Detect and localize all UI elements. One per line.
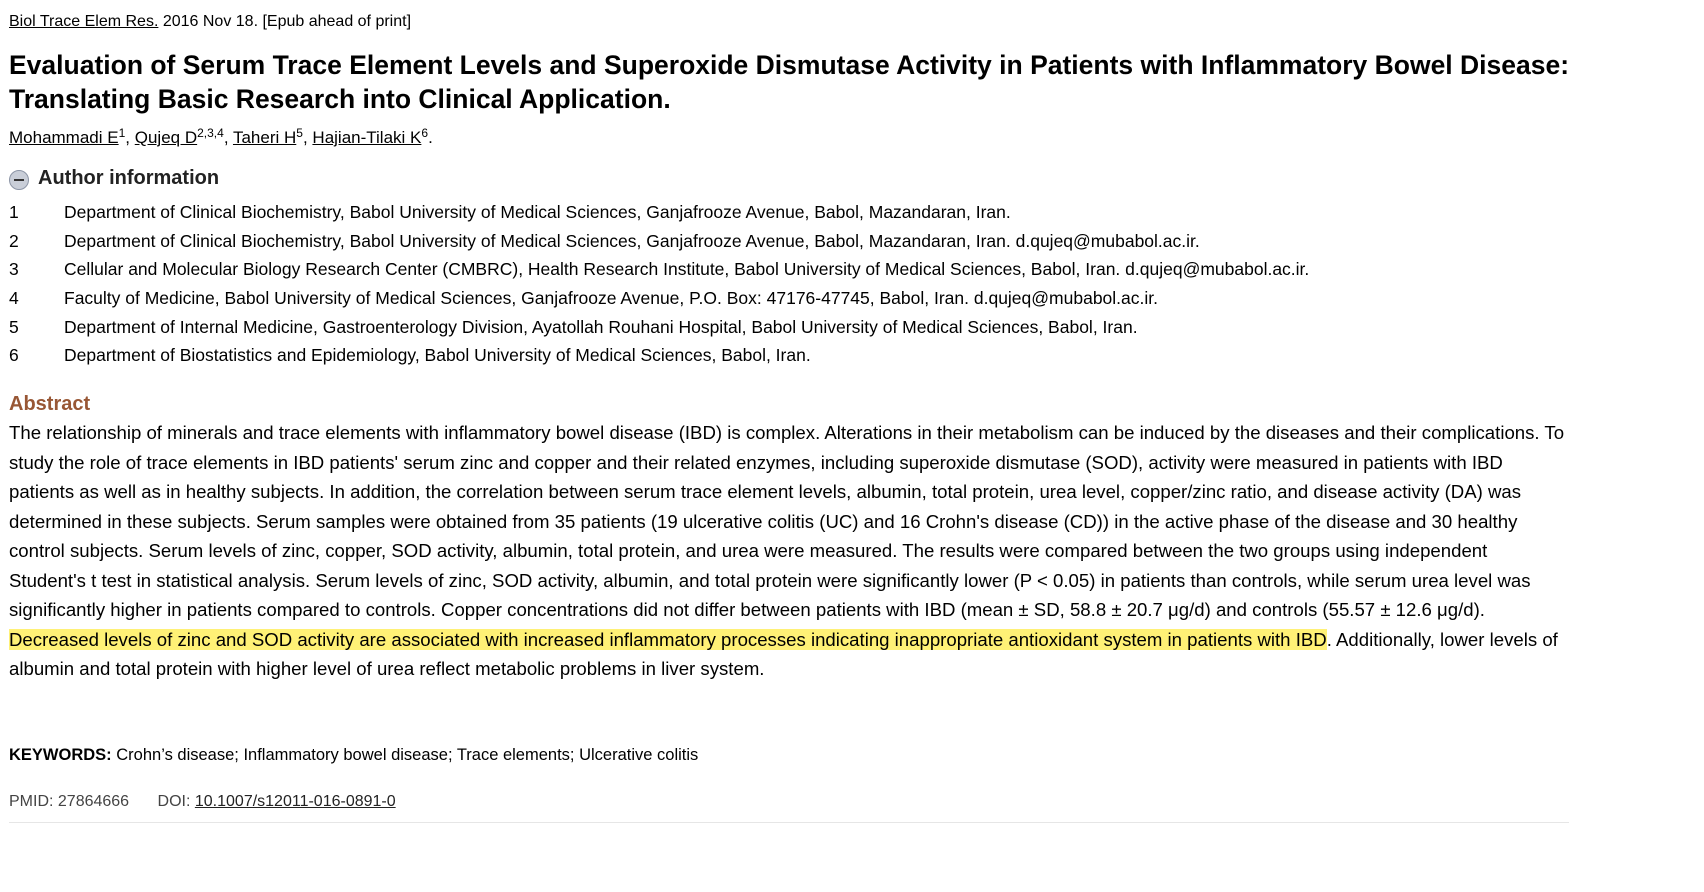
doi-label: DOI: <box>157 793 195 810</box>
affiliation-item <box>9 343 1309 372</box>
divider <box>9 822 1569 823</box>
affiliation-item <box>9 257 1309 286</box>
author-affil-sup: 5 <box>296 126 303 140</box>
citation-line <box>9 12 411 32</box>
keywords-label: KEYWORDS: <box>9 746 112 764</box>
author-info-toggle[interactable] <box>9 164 219 192</box>
affiliation-text: Cellular and Molecular Biology Research Center (CMBRC), Health Research Institute, Babol University of Medical Sciences, Babol, Iran. d.qujeq@mubabol.ac.ir. <box>64 259 1310 280</box>
abstract-text-end: . Additionally, lower levels of albumin and total protein with higher level of urea reflect metabolic problems in liver system. <box>9 628 1558 679</box>
author-link[interactable]: Hajian-Tilaki K <box>312 128 422 147</box>
pmid-value: 27864666 <box>57 793 130 810</box>
abstract-text: The relationship of minerals and trace elements with inflammatory bowel disease (IBD) is complex. Alterations in their metabolism can be induced by the diseases and their complications. To study the role of trace elements in IBD patients' serum zinc and copper and their related enzymes, including superoxide dismutase (SOD), activity were measured in patients with IBD patients as well as in healthy subjects. In addition, the correlation between serum trace element levels, albumin, total protein, urea level, copper/zinc ratio, and disease activity (DA) was determined in these subjects. Serum samples were obtained from 35 patients (19 ulcerative colitis (UC) and 16 Crohn's disease (CD)) in the active phase of the disease and 30 healthy control subjects. Serum levels of zinc, copper, SOD activity, albumin, total protein, and urea were measured. The results were compared between the two groups using independent Student's t test in statistical analysis. Serum levels of zinc, SOD activity, albumin, and total protein were significantly lower (P < 0.05) in patients than controls, while serum urea level was significantly higher in patients compared to controls. Copper concentrations did not differ between patients with IBD (mean ± SD, 58.8 ± 20.7 μg/d) and controls (55.57 ± 12.6 μg/d). <box>9 422 1565 620</box>
abstract-body <box>9 418 1569 684</box>
affiliation-item <box>9 229 1309 258</box>
affiliation-number: 4 <box>9 288 19 309</box>
article-title: Evaluation of Serum Trace Element Levels and Superoxide Dismutase Activity in Patients with Inflammatory Bowel Disease: Translating Basic Research into Clinical Application. <box>9 50 1570 114</box>
keywords-list: Crohn’s disease; Inflammatory bowel disease; Trace elements; Ulcerative colitis <box>111 746 699 764</box>
affiliation-text: Department of Internal Medicine, Gastroenterology Division, Ayatollah Rouhani Hospital, Babol University of Medical Sciences, Babol, Iran. <box>64 316 1138 337</box>
author-link[interactable]: Mohammadi E <box>9 128 119 147</box>
affiliation-text: Department of Clinical Biochemistry, Babol University of Medical Sciences, Ganjafrooze Avenue, Babol, Mazandaran, Iran. d.qujeq@mubabol.ac.ir. <box>64 230 1200 251</box>
affiliation-number: 6 <box>9 345 19 366</box>
affiliation-number: 1 <box>9 202 19 222</box>
affiliation-item <box>9 315 1309 344</box>
author-info-heading: Author information <box>38 166 220 189</box>
affiliation-item <box>9 200 1309 229</box>
author-affil-sup: 6 <box>421 126 429 140</box>
author-link[interactable]: Qujeq D <box>134 128 198 147</box>
author-list: Mohammadi $E^1$, Qujeq D$^{2,3,4}$, Taheri $H^5$, Hajian-Tilaki $K^6$. <box>9 126 433 147</box>
highlighted-text: Decreased levels of zinc and SOD activity are associated with increased inflammatory processes indicating inappropriate antioxidant system in patients with IBD <box>9 628 1327 650</box>
affiliation-text: Department of Clinical Biochemistry, Babol University of Medical Sciences, Ganjafrooze Avenue, Babol, Mazandaran, Iran. <box>64 202 1011 222</box>
citation-date: 2016 Nov 18. [Epub ahead of print] <box>158 13 412 30</box>
pmid-label: PMID: <box>9 793 58 810</box>
doi-link[interactable]: 10.1007/s12011-016-0891-0 <box>194 793 396 810</box>
affiliation-number: 2 <box>9 230 19 251</box>
affiliation-number: 5 <box>9 316 19 337</box>
author-affil-sup: 2,3,4 <box>197 126 224 140</box>
affiliation-text: Faculty of Medicine, Babol University of Medical Sciences, Ganjafrooze Avenue, P.O. Box: 47176-47745, Babol, Iran. d.qujeq@mubabol.ac.ir. <box>64 288 1158 309</box>
affiliation-list <box>9 200 1309 372</box>
identifiers-line <box>9 791 396 813</box>
author-affil-sup: 1 <box>118 126 126 140</box>
affiliation-number: 3 <box>9 259 19 280</box>
affiliation-text: Department of Biostatistics and Epidemiology, Babol University of Medical Sciences, Babol, Iran. <box>64 345 811 366</box>
author-link[interactable]: Taheri H <box>232 128 297 147</box>
abstract-heading: Abstract <box>9 393 91 415</box>
journal-link[interactable]: Biol Trace Elem Res. <box>9 13 159 30</box>
collapse-minus-icon[interactable] <box>9 170 29 190</box>
keywords-line <box>9 744 698 766</box>
affiliation-item <box>9 286 1309 315</box>
